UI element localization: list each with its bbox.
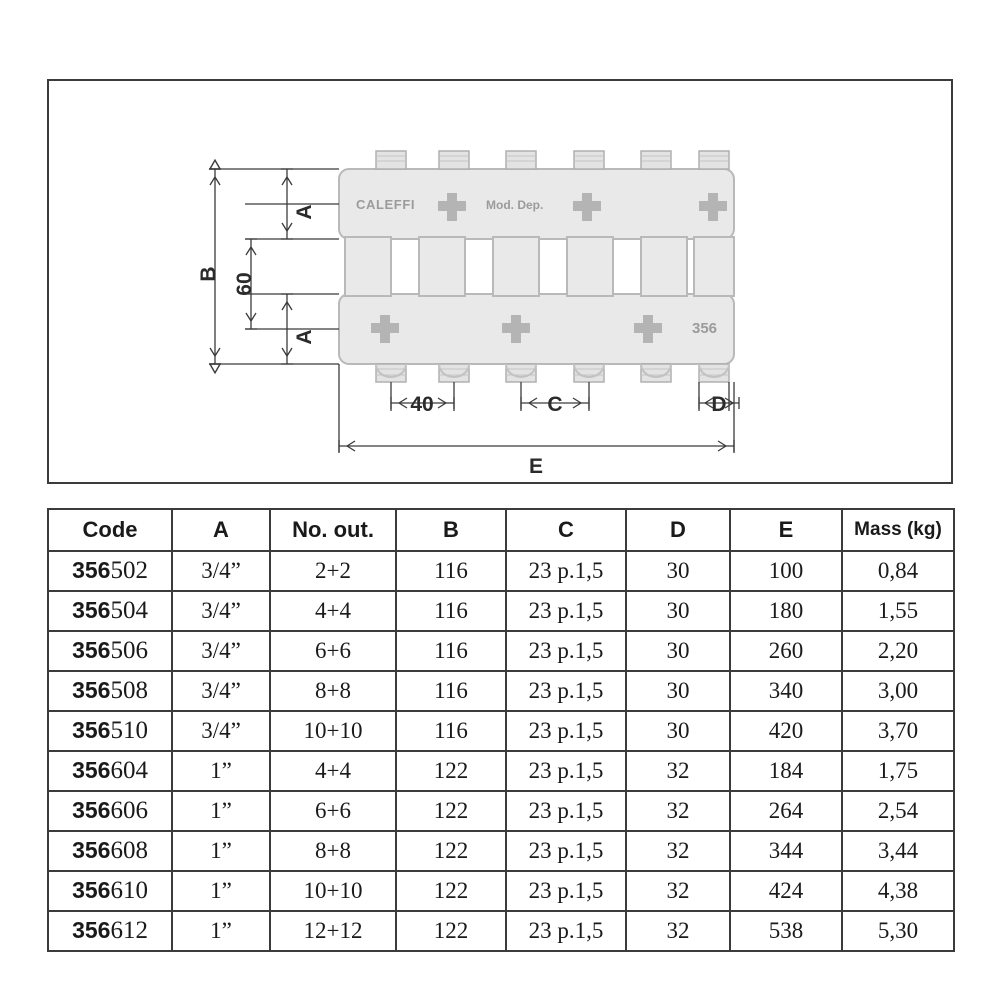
table-row (48, 911, 954, 951)
column-header-e: E (730, 509, 842, 551)
column-header-code: Code (48, 509, 172, 551)
cell-d: 30 (626, 671, 730, 711)
code-prefix: 356 (72, 637, 111, 663)
cell-d: 30 (626, 591, 730, 631)
cell-a: 1” (172, 911, 270, 951)
cell-no-out: 4+4 (270, 751, 396, 791)
code-suffix: 508 (110, 677, 148, 704)
table-row (48, 591, 954, 631)
specification-table (47, 508, 955, 952)
cell-code (48, 551, 172, 591)
table-row (48, 791, 954, 831)
cell-a: 3/4” (172, 711, 270, 751)
cell-d: 32 (626, 831, 730, 871)
code-suffix: 612 (110, 917, 148, 944)
cell-e: 344 (730, 831, 842, 871)
manifold-body (339, 151, 734, 382)
dimension-label-b: B (197, 266, 220, 282)
cell-b: 122 (396, 911, 506, 951)
cell-code (48, 751, 172, 791)
dimension-label-40: 40 (410, 393, 434, 416)
connecting-webs (345, 237, 734, 296)
cell-b: 122 (396, 751, 506, 791)
cell-mass: 0,84 (842, 551, 954, 591)
cell-b: 122 (396, 791, 506, 831)
product-number-label: 356 (692, 320, 718, 337)
cell-mass: 1,75 (842, 751, 954, 791)
cell-no-out: 8+8 (270, 671, 396, 711)
table-row (48, 751, 954, 791)
code-prefix: 356 (72, 877, 111, 903)
cell-mass: 3,44 (842, 831, 954, 871)
code-suffix: 606 (110, 797, 148, 824)
table-row (48, 871, 954, 911)
cell-c: 23 p.1,5 (506, 591, 626, 631)
cell-mass: 5,30 (842, 911, 954, 951)
cell-mass: 3,00 (842, 671, 954, 711)
cell-b: 116 (396, 591, 506, 631)
dimension-label-a-bottom: A (293, 329, 316, 345)
cell-e: 420 (730, 711, 842, 751)
cell-code (48, 831, 172, 871)
cell-code (48, 711, 172, 751)
table-row (48, 671, 954, 711)
cell-d: 30 (626, 631, 730, 671)
cell-e: 424 (730, 871, 842, 911)
dimension-label-c: C (547, 393, 563, 416)
cell-a: 3/4” (172, 551, 270, 591)
cell-a: 1” (172, 751, 270, 791)
cell-code (48, 671, 172, 711)
table-row (48, 551, 954, 591)
column-header-a: A (172, 509, 270, 551)
cell-no-out: 10+10 (270, 871, 396, 911)
cell-b: 116 (396, 671, 506, 711)
code-prefix: 356 (72, 717, 111, 743)
cell-e: 184 (730, 751, 842, 791)
cell-a: 3/4” (172, 591, 270, 631)
cell-e: 264 (730, 791, 842, 831)
code-suffix: 506 (110, 637, 148, 664)
cell-a: 3/4” (172, 671, 270, 711)
column-header-no-out: No. out. (270, 509, 396, 551)
cell-c: 23 p.1,5 (506, 631, 626, 671)
cell-no-out: 6+6 (270, 791, 396, 831)
model-dep-label: Mod. Dep. (486, 198, 544, 212)
cell-code (48, 911, 172, 951)
table-header-row (48, 509, 954, 551)
code-prefix: 356 (72, 797, 111, 823)
cell-mass: 3,70 (842, 711, 954, 751)
top-outlets (376, 151, 729, 169)
cell-no-out: 2+2 (270, 551, 396, 591)
column-header-d: D (626, 509, 730, 551)
cell-code (48, 871, 172, 911)
dimension-label-60: 60 (233, 272, 256, 296)
cell-c: 23 p.1,5 (506, 751, 626, 791)
code-prefix: 356 (72, 677, 111, 703)
code-prefix: 356 (72, 917, 111, 943)
code-suffix: 502 (110, 557, 148, 584)
cell-no-out: 10+10 (270, 711, 396, 751)
cell-b: 122 (396, 871, 506, 911)
cell-c: 23 p.1,5 (506, 911, 626, 951)
caleffi-brand-label: CALEFFI (356, 197, 416, 212)
cell-e: 180 (730, 591, 842, 631)
bottom-outlets (376, 364, 729, 382)
dimension-label-a-top: A (293, 204, 316, 220)
cell-a: 1” (172, 791, 270, 831)
cell-b: 122 (396, 831, 506, 871)
code-suffix: 608 (110, 837, 148, 864)
cell-d: 32 (626, 871, 730, 911)
code-suffix: 610 (110, 877, 148, 904)
outlet-arc-details (376, 364, 729, 377)
code-suffix: 510 (110, 717, 148, 744)
cell-no-out: 6+6 (270, 631, 396, 671)
cell-a: 1” (172, 871, 270, 911)
cell-mass: 1,55 (842, 591, 954, 631)
cell-mass: 4,38 (842, 871, 954, 911)
cell-no-out: 8+8 (270, 831, 396, 871)
cell-e: 100 (730, 551, 842, 591)
cell-a: 1” (172, 831, 270, 871)
cell-no-out: 4+4 (270, 591, 396, 631)
code-suffix: 604 (110, 757, 148, 784)
code-prefix: 356 (72, 557, 111, 583)
cell-b: 116 (396, 631, 506, 671)
cell-no-out: 12+12 (270, 911, 396, 951)
cell-c: 23 p.1,5 (506, 711, 626, 751)
cell-b: 116 (396, 711, 506, 751)
code-prefix: 356 (72, 757, 111, 783)
cell-d: 32 (626, 791, 730, 831)
dimension-label-e: E (528, 455, 544, 478)
cell-c: 23 p.1,5 (506, 791, 626, 831)
cell-d: 32 (626, 911, 730, 951)
technical-drawing-panel (47, 79, 953, 484)
cell-d: 30 (626, 711, 730, 751)
table-row (48, 711, 954, 751)
cell-c: 23 p.1,5 (506, 871, 626, 911)
cell-code (48, 591, 172, 631)
cell-b: 116 (396, 551, 506, 591)
cell-d: 32 (626, 751, 730, 791)
cell-e: 260 (730, 631, 842, 671)
cell-mass: 2,54 (842, 791, 954, 831)
column-header-mass: Mass (kg) (842, 509, 954, 551)
cell-e: 340 (730, 671, 842, 711)
dimension-label-d: D (711, 393, 727, 416)
cell-c: 23 p.1,5 (506, 671, 626, 711)
code-prefix: 356 (72, 597, 111, 623)
code-prefix: 356 (72, 837, 111, 863)
cell-d: 30 (626, 551, 730, 591)
cell-e: 538 (730, 911, 842, 951)
cell-code (48, 631, 172, 671)
cell-mass: 2,20 (842, 631, 954, 671)
cell-c: 23 p.1,5 (506, 831, 626, 871)
code-suffix: 504 (110, 597, 148, 624)
manifold-drawing (49, 81, 951, 482)
table-row (48, 631, 954, 671)
cell-c: 23 p.1,5 (506, 551, 626, 591)
column-header-c: C (506, 509, 626, 551)
table-row (48, 831, 954, 871)
column-header-b: B (396, 509, 506, 551)
cell-a: 3/4” (172, 631, 270, 671)
cell-code (48, 791, 172, 831)
